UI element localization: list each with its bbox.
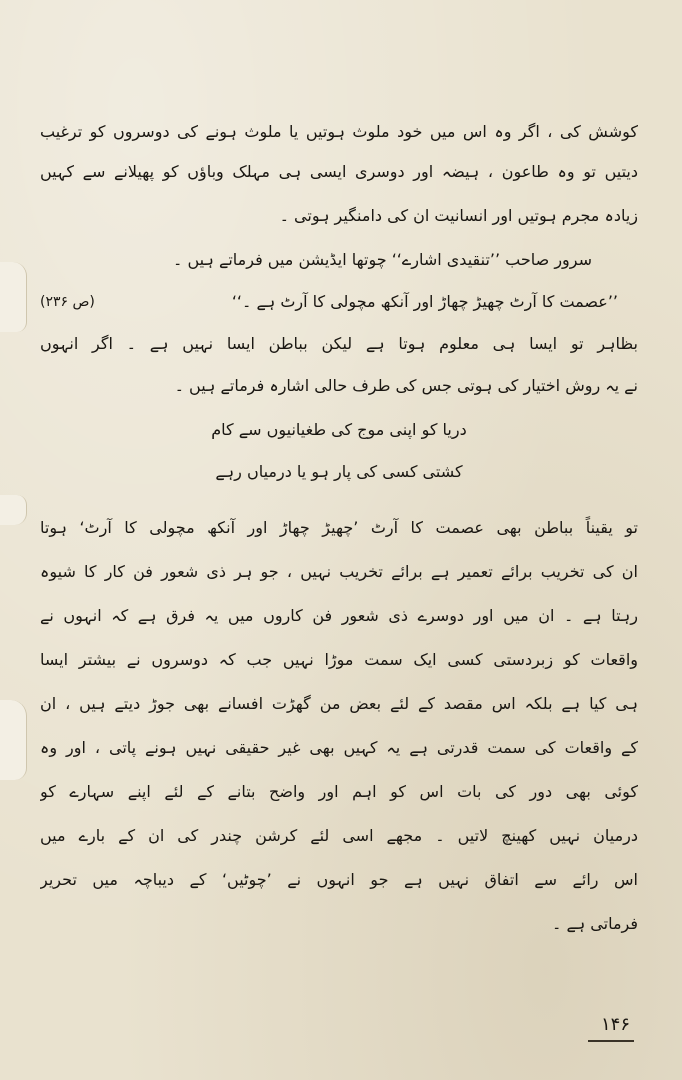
torn-page-edge (0, 262, 27, 332)
text-line: رہتا ہے ۔ ان میں اور دوسرے ذی شعور فن کاروں میں یہ فرق ہے کہ انہوں نے (40, 606, 638, 625)
page-number: ۱۴۶ (600, 1014, 630, 1035)
text-line: سرور صاحب ’’تنقیدی اشارے‘‘ چوتھا ایڈیشن میں فرماتے ہیں ۔ (173, 250, 592, 269)
text-line: کوشش کی ، اگر وہ اس میں خود ملوث ہوتیں یا ملوث ہونے کی دوسروں کو ترغیب (40, 122, 638, 141)
torn-page-edge (0, 700, 27, 780)
text-line: زیادہ مجرم ہوتیں اور انسانیت ان کی دامنگیر ہوتی ۔ (279, 206, 638, 225)
text-line: ان کی تخریب برائے تعمیر ہے برائے تخریب نہیں ، جو ہر ذی شعور فن کار کا شیوہ (40, 562, 638, 581)
page-number-underline (588, 1040, 634, 1042)
text-line: کے واقعات کی سمت قدرتی ہے یہ کہیں بھی غیر حقیقی نہیں ہونے پاتی ، اور وہ (40, 738, 638, 757)
text-line: درمیان نہیں کھینچ لاتیں ۔ مجھے اسی لئے کرشن چندر کی ان کے بارے میں (40, 826, 638, 845)
quote-line: ’’عصمت کا آرٹ چھیڑ چھاڑ اور آنکھ مچولی کا آرٹ ہے ۔‘‘ (231, 292, 618, 311)
text-line: فرماتی ہے ۔ (551, 914, 638, 933)
verse-line: دریا کو اپنی موج کی طغیانیوں سے کام (211, 420, 467, 439)
text-line: کوئی بھی دور کی بات اس کو اہم اور واضح بتانے کے لئے اپنے سہارے کو (40, 782, 638, 801)
text-line: ہی کیا ہے بلکہ اس مقصد کے لئے بعض من گھڑت افسانے بھی جوڑ دیتے ہیں ، ان (40, 694, 638, 713)
torn-page-edge (0, 495, 27, 525)
text-line: اس رائے سے اتفاق نہیں ہے جو انہوں نے ’چوٹیں‘ کے دیباچہ میں تحریر (40, 870, 638, 889)
page-citation: (ص ۲۳۶) (40, 294, 95, 310)
verse-line: کشتی کسی کی پار ہو یا درمیاں رہے (215, 462, 463, 481)
text-line: دیتیں تو وہ طاعون ، ہیضہ اور دوسری ایسی ہی مہلک وباؤں کو پھیلانے سے کہیں (40, 162, 638, 181)
text-line: بظاہر تو ایسا ہی معلوم ہوتا ہے لیکن بباطن ایسا نہیں ہے ۔ اگر انہوں (40, 334, 638, 353)
text-line: نے یہ روش اختیار کی ہوتی جس کی طرف حالی اشارہ فرماتے ہیں ۔ (174, 376, 638, 395)
text-line: تو یقیناً بباطن بھی عصمت کا آرٹ ’چھیڑ چھاڑ اور آنکھ مچولی کا آرٹ‘ ہوتا (40, 518, 638, 537)
text-line: واقعات کو زبردستی کسی ایک سمت موڑا نہیں جب کہ دوسروں نے بیشتر ایسا (40, 650, 638, 669)
